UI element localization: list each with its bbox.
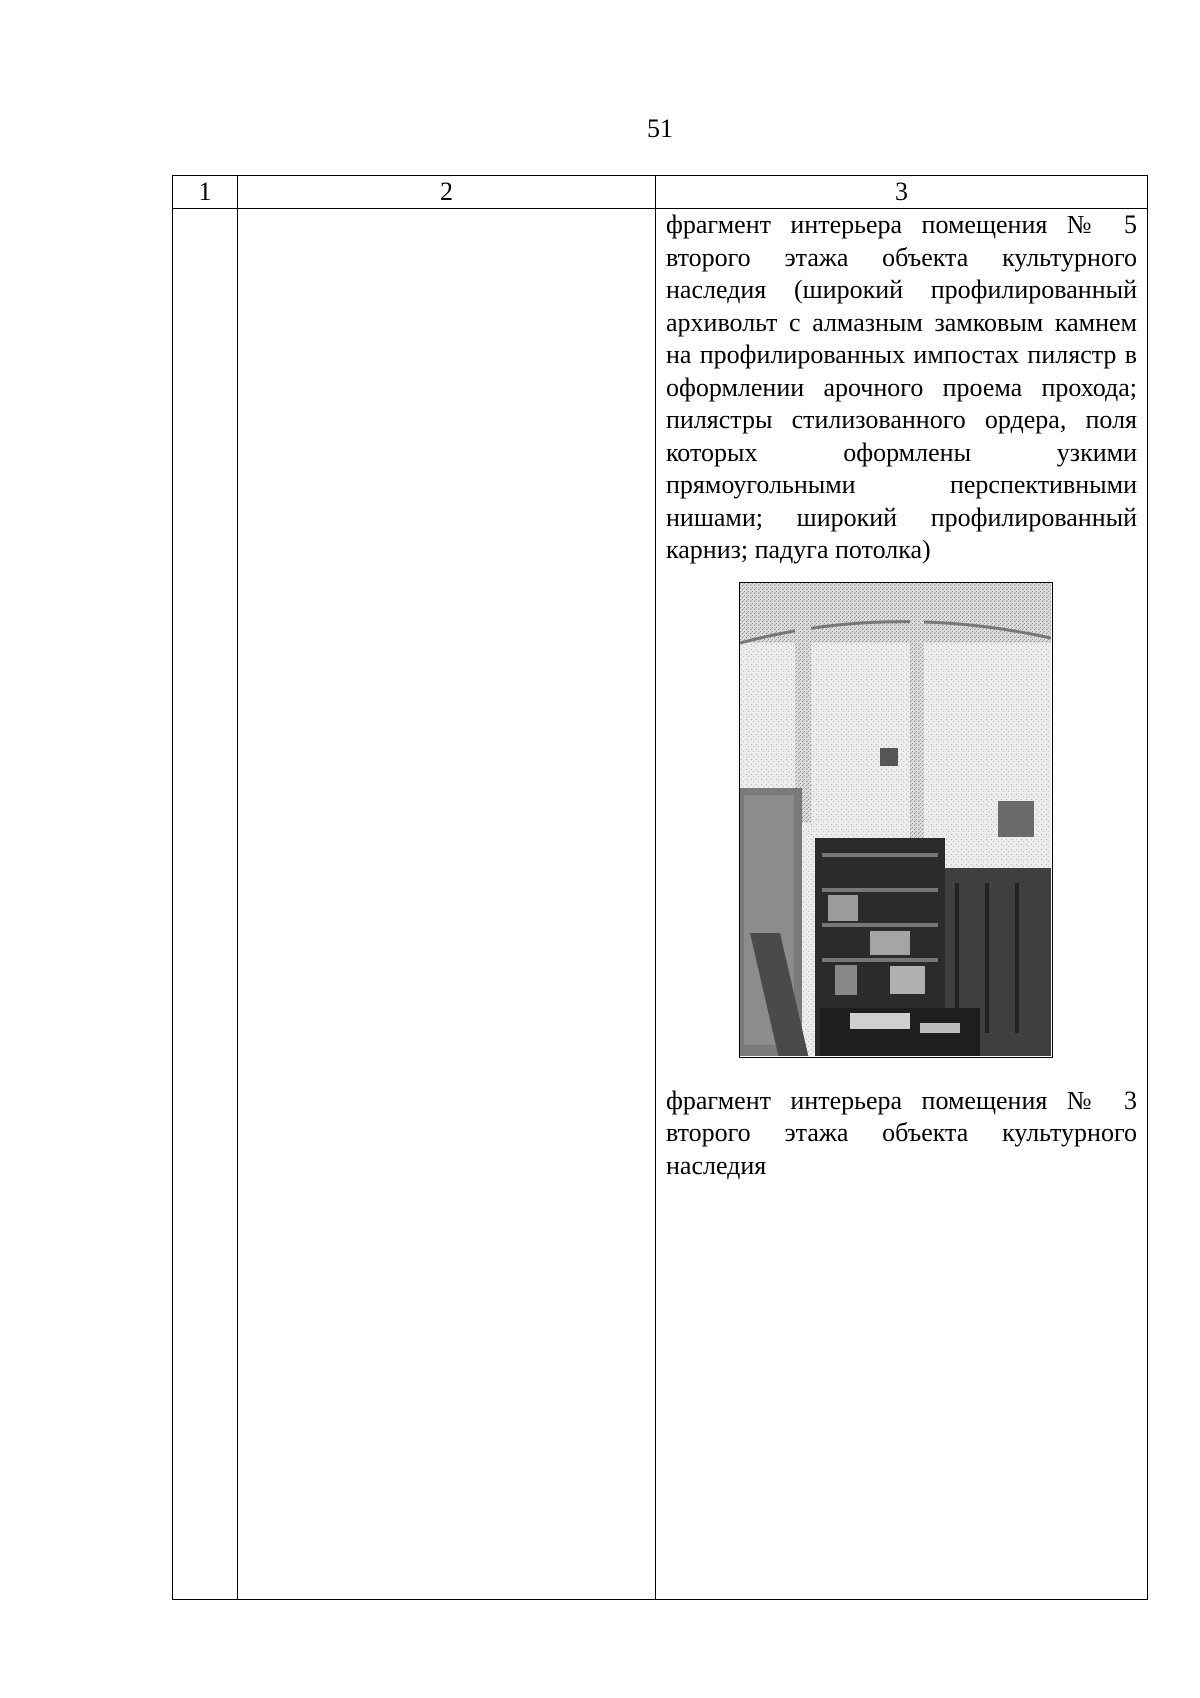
header-cell-1: 1 bbox=[173, 176, 238, 209]
table-row bbox=[173, 209, 1148, 1600]
row-cell-3 bbox=[656, 209, 1148, 1600]
header-cell-3: 3 bbox=[656, 176, 1148, 209]
interior-description-room-3: фрагмент интерьера помещения № 3 второго этажа объекта культурного наследия bbox=[666, 1085, 1137, 1180]
row-cell-1 bbox=[173, 209, 238, 1600]
interior-photo-icon bbox=[740, 583, 1051, 1056]
page-number: 51 bbox=[647, 114, 673, 143]
header-cell-2: 2 bbox=[238, 176, 656, 209]
row-cell-2 bbox=[238, 209, 656, 1600]
table-header-row bbox=[173, 176, 1148, 209]
interior-description-room-5: фрагмент интерьера помещения № 5 второго этажа объекта культурного наследия (широкий профилированный архивольт с алмазным замковым камнем на профилированных импостах пилястр в оформлении арочного проема прохода; пилястры стилизованного ордера, поля которых оформлены узкими прямоугольными перспективными нишами; широкий профилированный карниз; падуга потолка) bbox=[666, 210, 1137, 564]
interior-photo bbox=[739, 582, 1053, 1058]
document-table bbox=[172, 175, 1148, 1600]
